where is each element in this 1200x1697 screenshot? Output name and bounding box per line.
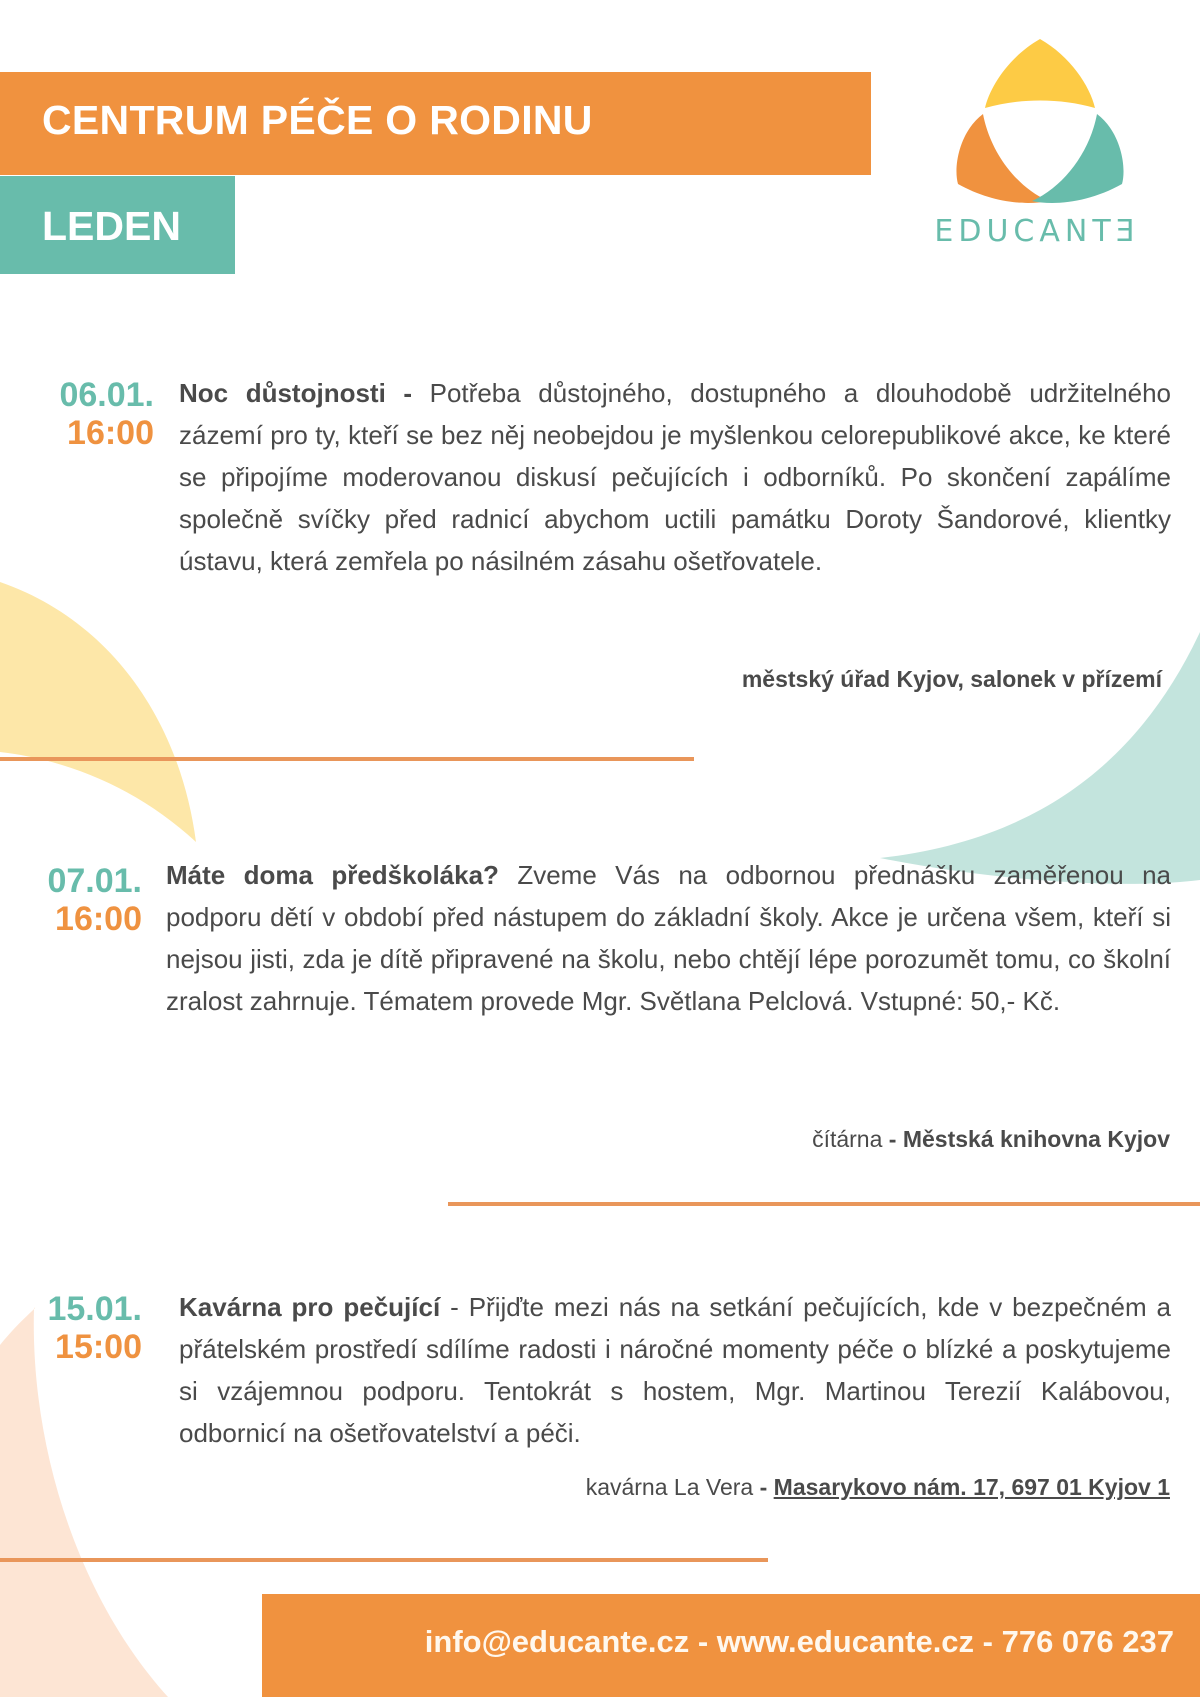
event-time: 16:00 bbox=[55, 900, 142, 938]
educante-triangle-logo-icon bbox=[950, 36, 1130, 206]
educante-logo bbox=[950, 36, 1130, 206]
separator bbox=[0, 1558, 768, 1562]
event-title: Kavárna pro pečující bbox=[179, 1292, 441, 1322]
venue-room: kavárna La Vera bbox=[585, 1474, 754, 1500]
event-text: Zveme Vás na odbornou přednášku zaměřenou na podporu dětí v období před nástupem do základní školy. Akce je určena všem, kteří si nejsou jisti, zda je dítě připravené na školu, nebo chtějí lépe porozumět tomu, co školní zralost zahrnuje. Tématem provede Mgr. Světlana Pelclová. Vstupné: 50,- Kč. bbox=[166, 860, 1172, 1016]
event-1-datetime bbox=[30, 378, 154, 450]
event-3-datetime bbox=[20, 1292, 142, 1364]
month-banner bbox=[0, 176, 235, 274]
month-label: LEDEN bbox=[42, 203, 181, 249]
event-time: 16:00 bbox=[67, 414, 154, 452]
separator bbox=[448, 1202, 1200, 1206]
title-banner bbox=[0, 72, 871, 175]
event-2-venue bbox=[812, 1126, 1170, 1153]
event-date: 15.01. bbox=[47, 1290, 142, 1328]
event-2-description bbox=[166, 854, 1171, 1022]
venue-address-link[interactable]: Masarykovo nám. 17, 697 01 Kyjov 1 bbox=[773, 1474, 1170, 1500]
event-1-description bbox=[179, 372, 1171, 582]
event-date: 06.01. bbox=[59, 376, 154, 414]
event-3-description bbox=[179, 1286, 1171, 1454]
venue-room: čítárna bbox=[812, 1126, 883, 1152]
venue-dash: - bbox=[753, 1474, 774, 1500]
event-3-venue bbox=[578, 1474, 1170, 1501]
event-2-datetime bbox=[20, 864, 142, 936]
footer-contact: info@educante.cz - www.educante.cz - 776 076 237 bbox=[424, 1624, 1174, 1659]
page-title: CENTRUM PÉČE O RODINU bbox=[42, 97, 593, 143]
venue-name: - Městská knihovna Kyjov bbox=[882, 1126, 1170, 1152]
event-title: Noc důstojnosti - bbox=[179, 378, 413, 408]
event-title: Máte doma předškoláka? bbox=[166, 860, 499, 890]
logo-wordmark: EDUCANTƎ bbox=[934, 214, 1140, 249]
event-text: - Přijďte mezi nás na setkání pečujících, kde v bezpečném a přátelském prostředí sdílíme radosti i náročné momenty péče o blízké a poskytujeme si vzájemnou podporu. Tentokrát s hostem, Mgr. Martinou Terezií Kalábovou, odbornicí na ošetřovatelství a péči. bbox=[179, 1292, 1171, 1448]
venue-name: městský úřad Kyjov, salonek v přízemí bbox=[741, 666, 1162, 692]
event-date: 07.01. bbox=[47, 862, 142, 900]
event-text: Potřeba důstojného, dostupného a dlouhodobě udržitelného zázemí pro ty, kteří se bez něj neobejdou je myšlenkou celorepublikové akce, ke které se připojíme moderovanou diskusí pečujících i odborníků. Po skončení zapálíme společně svíčky před radnicí abychom uctili památku Doroty Šandorové, klientky ústavu, která zemřela po násilném zásahu ošetřovatele. bbox=[179, 378, 1171, 576]
event-time: 15:00 bbox=[55, 1328, 142, 1366]
footer-banner bbox=[262, 1594, 1200, 1697]
event-1-venue bbox=[742, 666, 1162, 693]
separator bbox=[0, 757, 694, 761]
